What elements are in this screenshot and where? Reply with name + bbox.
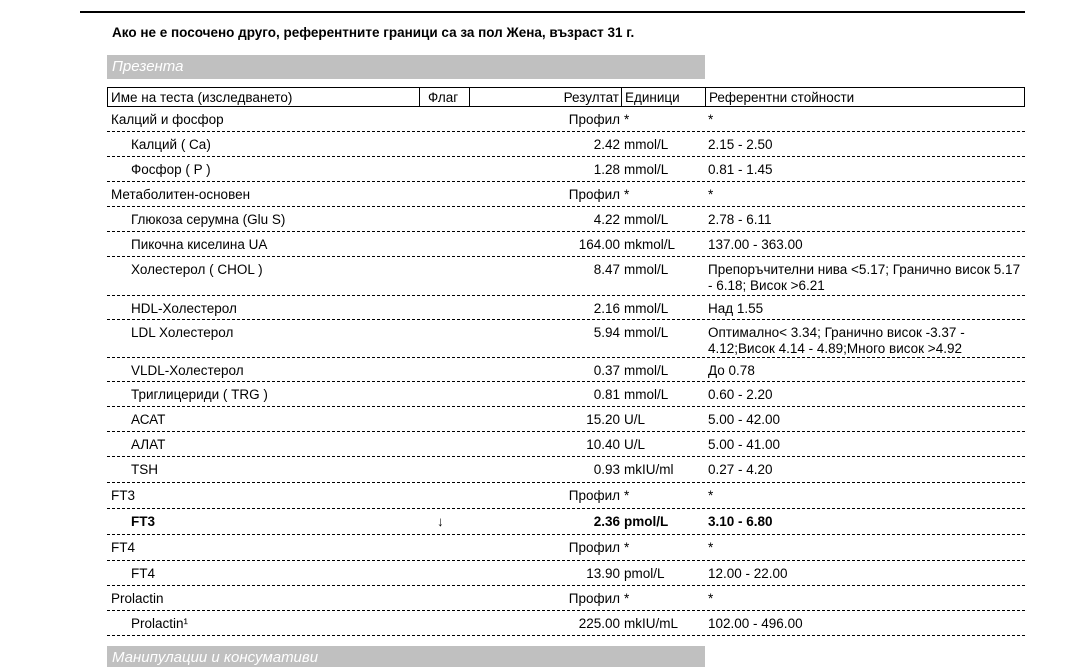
unit-value: mkIU/ml <box>624 462 674 477</box>
result-value: Профил <box>568 187 620 202</box>
reference-range: 102.00 - 496.00 <box>708 616 803 631</box>
test-name: Prolactin <box>111 591 164 606</box>
table-row <box>107 359 1025 382</box>
reference-range: Над 1.55 <box>708 301 764 316</box>
result-value: 0.93 <box>593 462 620 477</box>
result-value: Профил <box>568 540 620 555</box>
col-name-header: Име на теста (изследването) <box>111 90 293 105</box>
result-value: 10.40 <box>586 437 620 452</box>
test-name: Калций и фосфор <box>111 112 224 127</box>
reference-range: 0.60 - 2.20 <box>708 387 773 402</box>
reference-range: 3.10 - 6.80 <box>708 514 773 529</box>
reference-range: * <box>708 540 714 555</box>
table-row <box>107 510 1025 535</box>
unit-value: mmol/L <box>624 325 669 340</box>
col-flag-header: Флаг <box>428 90 459 105</box>
unit-value: pmol/L <box>624 514 669 529</box>
unit-value: U/L <box>624 437 646 452</box>
result-value: 0.81 <box>593 387 620 402</box>
test-name: HDL-Холестерол <box>131 301 237 316</box>
unit-value: * <box>624 488 630 503</box>
unit-value: U/L <box>624 412 646 427</box>
test-name: VLDL-Холестерол <box>131 363 244 378</box>
test-name: Метаболитен-основен <box>111 187 251 202</box>
table-row <box>107 108 1025 132</box>
test-name: Prolactin¹ <box>131 616 189 631</box>
table-row <box>107 383 1025 407</box>
result-value: 225.00 <box>578 616 620 631</box>
unit-value: mmol/L <box>624 212 669 227</box>
reference-range: 0.81 - 1.45 <box>708 162 773 177</box>
test-name: Фосфор ( P ) <box>131 162 211 177</box>
reference-range: Оптимално< 3.34; Гранично висок -3.37 - 4.12;Висок 4.14 - 4.89;Много висок >4.92 <box>708 325 965 356</box>
result-value: 2.16 <box>593 301 620 316</box>
unit-value: * <box>624 112 630 127</box>
table-row <box>107 183 1025 207</box>
table-row <box>107 208 1025 232</box>
result-value: 2.42 <box>593 137 620 152</box>
low-flag-arrow-icon: ↓ <box>437 514 444 529</box>
reference-range: * <box>708 187 714 202</box>
table-row <box>107 587 1025 611</box>
reference-range: 12.00 - 22.00 <box>708 566 788 581</box>
result-value: 8.47 <box>593 262 620 277</box>
table-row <box>107 408 1025 432</box>
section-header-manipulations: Манипулации и консумативи <box>107 646 705 667</box>
reference-range: 5.00 - 42.00 <box>708 412 781 427</box>
unit-value: mmol/L <box>624 262 669 277</box>
unit-value: mmol/L <box>624 301 669 316</box>
reference-range: 2.15 - 2.50 <box>708 137 773 152</box>
result-value: 4.22 <box>593 212 620 227</box>
reference-range: 137.00 - 363.00 <box>708 237 803 252</box>
test-name: LDL Холестерол <box>131 325 234 340</box>
result-value: 2.36 <box>593 514 620 529</box>
unit-value: mmol/L <box>624 363 669 378</box>
table-row <box>107 258 1025 296</box>
col-reference-header: Референтни стойности <box>709 90 855 105</box>
test-name: Пикочна киселина UA <box>131 237 268 252</box>
unit-value: mmol/L <box>624 162 669 177</box>
result-value: Профил <box>568 488 620 503</box>
col-result-header: Резултат <box>563 90 619 105</box>
test-name: FT4 <box>131 566 156 581</box>
unit-value: mmol/L <box>624 387 669 402</box>
reference-range: * <box>708 112 714 127</box>
table-row <box>107 297 1025 320</box>
reference-range: 0.27 - 4.20 <box>708 462 773 477</box>
unit-value: * <box>624 540 630 555</box>
divider <box>621 88 622 106</box>
reference-intro: Ако не е посочено друго, референтните граници са за пол Жена, възраст 31 г. <box>112 25 635 40</box>
top-rule <box>80 11 1025 13</box>
table-row <box>107 458 1025 483</box>
test-name: АСАТ <box>131 412 166 427</box>
result-value: Профил <box>568 591 620 606</box>
result-value: 0.37 <box>593 363 620 378</box>
result-value: 1.28 <box>593 162 620 177</box>
table-row <box>107 233 1025 257</box>
table-row <box>107 562 1025 586</box>
test-name: АЛАТ <box>131 437 166 452</box>
unit-value: mkmol/L <box>624 237 676 252</box>
test-name: Глюкоза серумна (Glu S) <box>131 212 286 227</box>
test-name: FT3 <box>111 488 136 503</box>
table-row <box>107 158 1025 182</box>
reference-range: 2.78 - 6.11 <box>708 212 772 227</box>
table-row <box>107 321 1025 358</box>
unit-value: pmol/L <box>624 566 665 581</box>
test-name: Холестерол ( CHOL ) <box>131 262 263 277</box>
section-header-presenta: Презента <box>107 55 705 79</box>
result-value: Профил <box>568 112 620 127</box>
table-row <box>107 484 1025 509</box>
unit-value: mmol/L <box>624 137 669 152</box>
reference-range: * <box>708 591 714 606</box>
result-value: 5.94 <box>593 325 620 340</box>
result-value: 13.90 <box>586 566 620 581</box>
test-name: FT3 <box>131 514 156 529</box>
reference-range: * <box>708 488 714 503</box>
table-row <box>107 536 1025 561</box>
test-name: Триглицериди ( TRG ) <box>131 387 268 402</box>
divider <box>469 88 470 106</box>
unit-value: * <box>624 591 630 606</box>
reference-range: До 0.78 <box>708 363 755 378</box>
table-header <box>107 87 1025 107</box>
table-row <box>107 612 1025 636</box>
divider <box>705 88 706 106</box>
col-units-header: Единици <box>625 90 680 105</box>
result-value: 15.20 <box>586 412 620 427</box>
table-row <box>107 133 1025 157</box>
divider <box>419 88 420 106</box>
unit-value: mkIU/mL <box>624 616 678 631</box>
reference-range: 5.00 - 41.00 <box>708 437 781 452</box>
reference-range: Препоръчителни нива <5.17; Гранично висок 5.17 - 6.18; Висок >6.21 <box>708 262 1021 293</box>
table-row <box>107 433 1025 457</box>
test-name: TSH <box>131 462 158 477</box>
unit-value: * <box>624 187 630 202</box>
test-name: Калций ( Ca) <box>131 137 211 152</box>
result-value: 164.00 <box>578 237 620 252</box>
test-name: FT4 <box>111 540 136 555</box>
